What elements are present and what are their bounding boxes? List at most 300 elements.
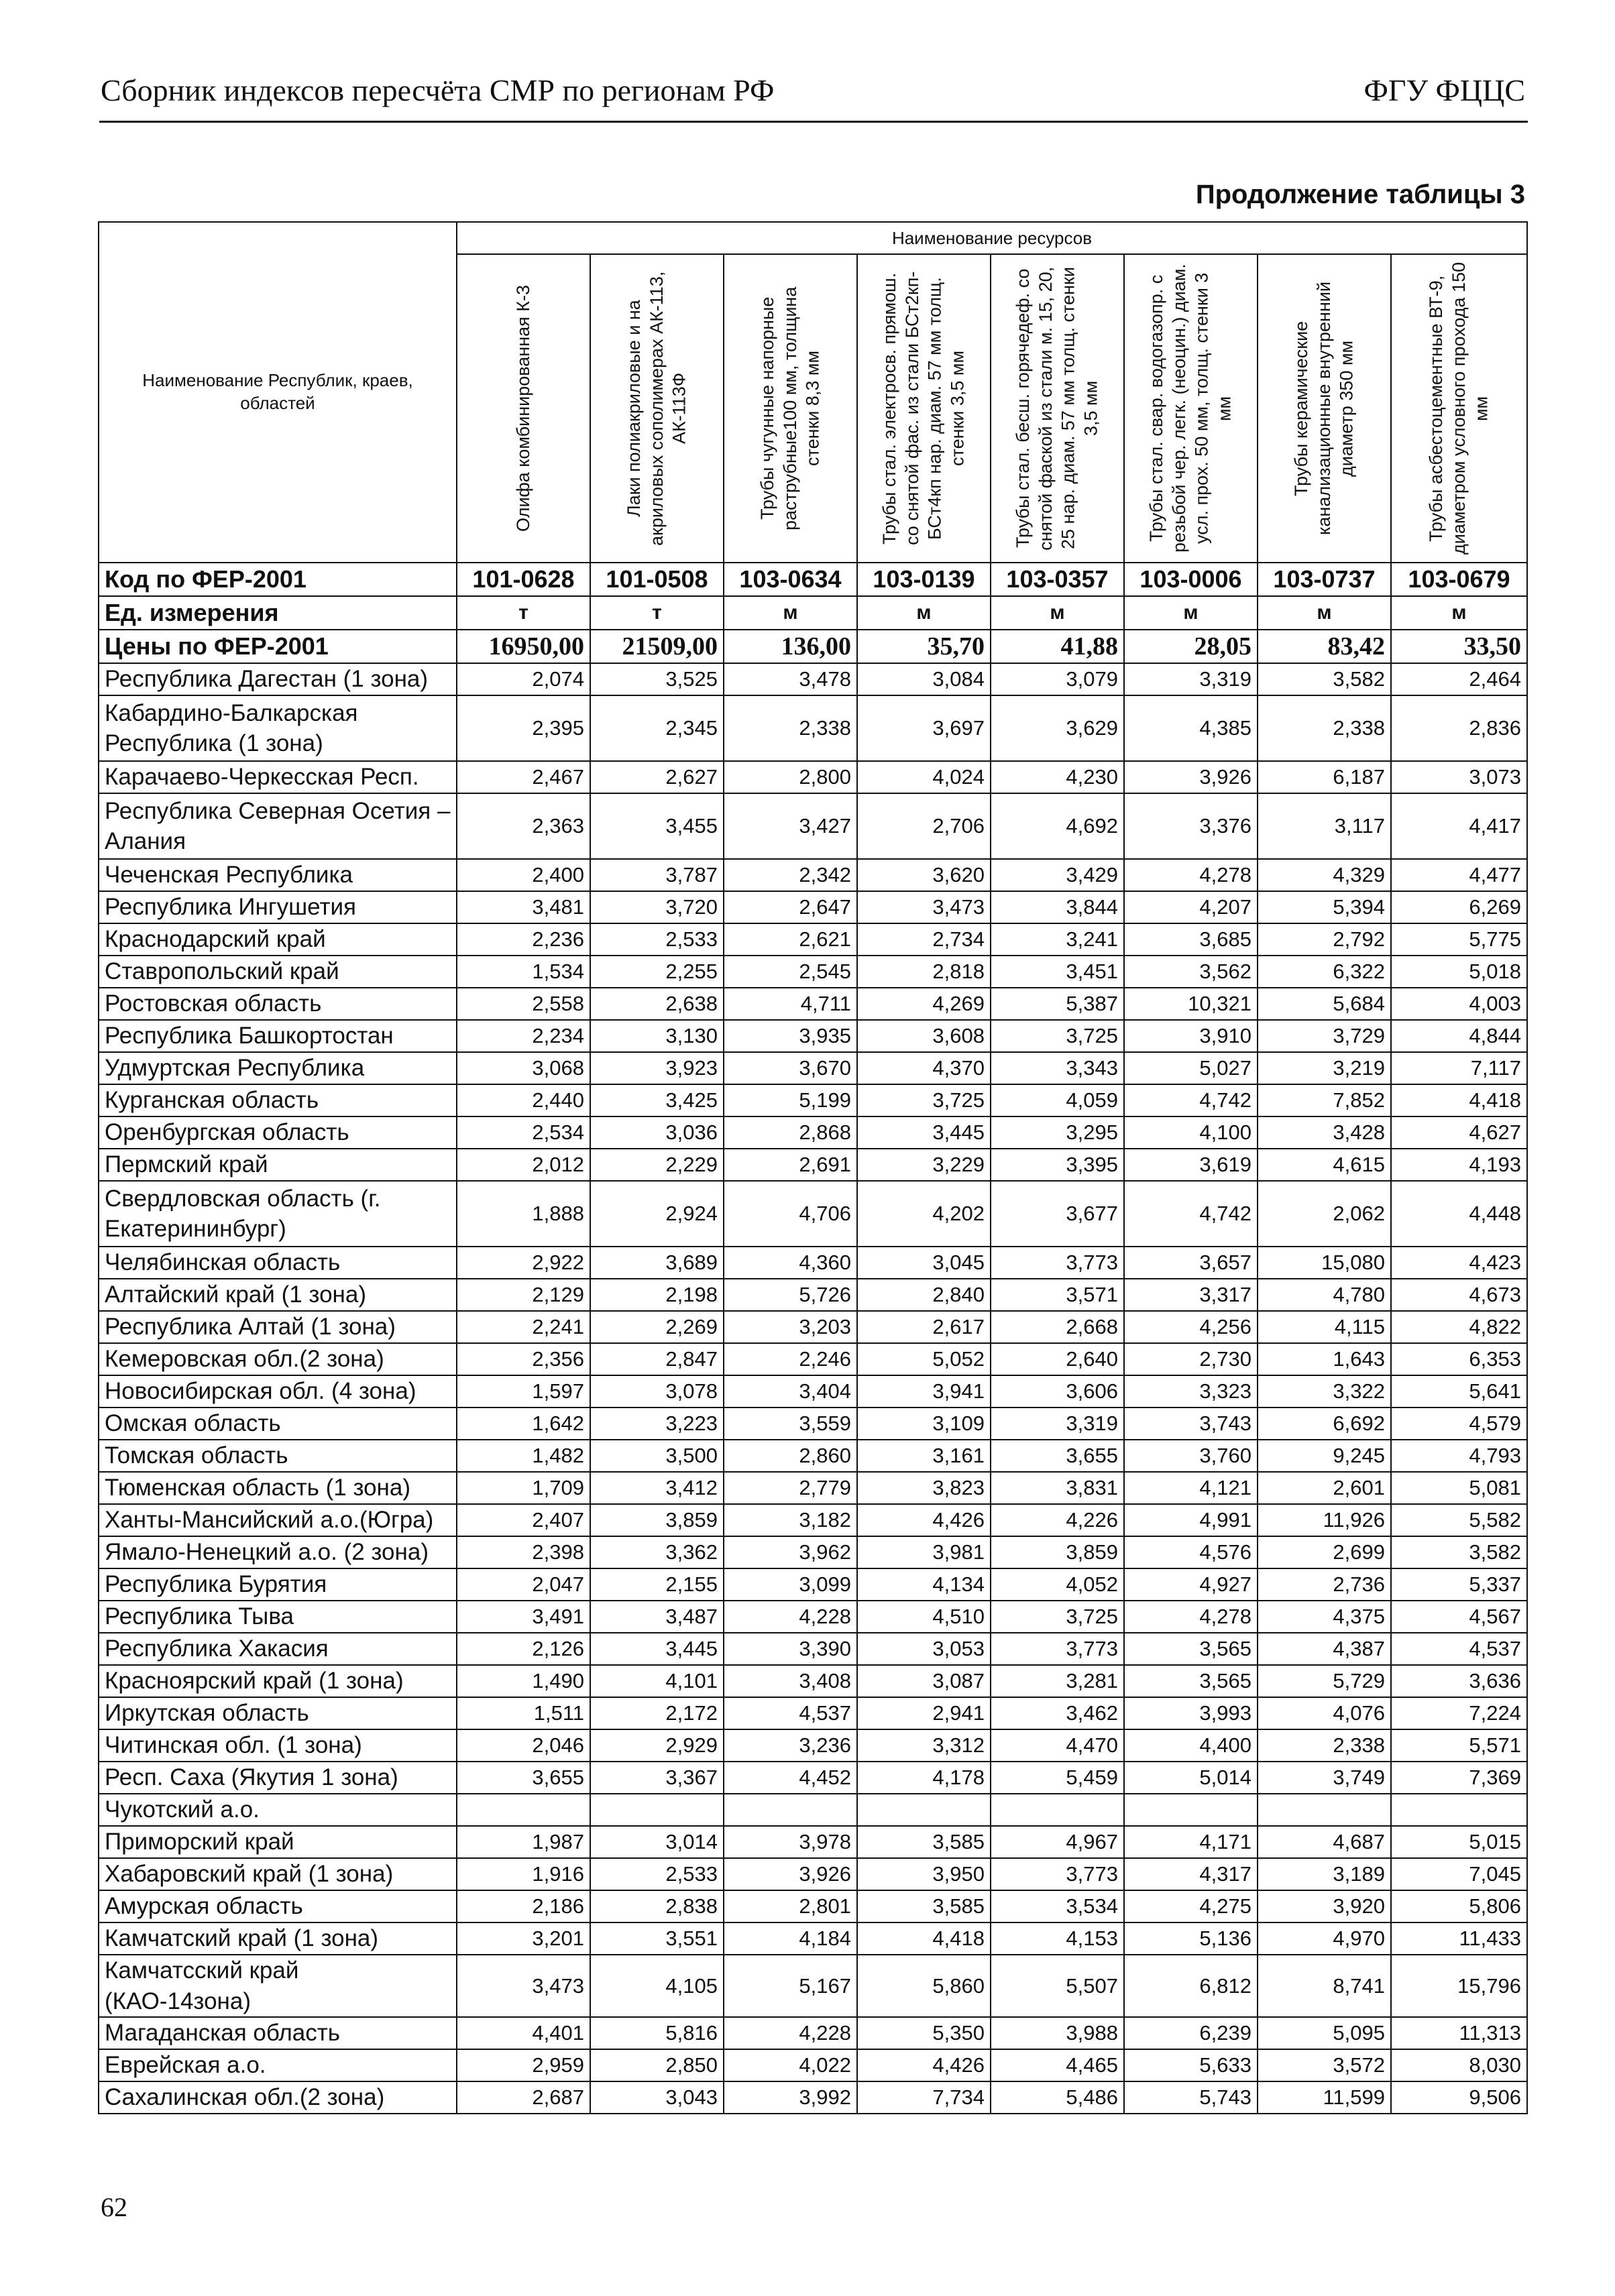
- resource-column-header: Трубы чугунные напорные раструбные100 мм, толщина стенки 8,3 мм: [724, 254, 857, 563]
- index-value-cell: 3,084: [857, 663, 991, 695]
- index-value-cell: 4,278: [1124, 859, 1258, 891]
- index-value-cell: 3,920: [1258, 1890, 1391, 1922]
- index-value-cell: 2,801: [724, 1890, 857, 1922]
- region-name-cell: Курганская область: [99, 1084, 457, 1116]
- index-value-cell: 3,910: [1124, 1020, 1258, 1052]
- index-value-cell: 3,219: [1258, 1052, 1391, 1084]
- index-value-cell: 4,003: [1391, 988, 1527, 1020]
- region-name-cell: Республика Тыва: [99, 1601, 457, 1633]
- index-value-cell: 3,053: [857, 1633, 991, 1665]
- index-value-cell: 3,445: [590, 1633, 724, 1665]
- fer-code-cell: 103-0357: [991, 563, 1124, 596]
- index-value-cell: 3,608: [857, 1020, 991, 1052]
- index-value-cell: 3,408: [724, 1665, 857, 1697]
- index-value-cell: 4,470: [991, 1729, 1124, 1762]
- index-value-cell: 4,706: [724, 1181, 857, 1247]
- index-value-cell: 2,046: [457, 1729, 590, 1762]
- index-value-cell: 4,052: [991, 1568, 1124, 1601]
- index-value-cell: 3,473: [457, 1955, 590, 2017]
- index-value-cell: 3,427: [724, 793, 857, 859]
- index-value-cell: 3,725: [991, 1020, 1124, 1052]
- index-value-cell: 3,677: [991, 1181, 1124, 1247]
- index-value-cell: 1,482: [457, 1440, 590, 1472]
- index-value-cell: 4,742: [1124, 1084, 1258, 1116]
- index-value-cell: 5,571: [1391, 1729, 1527, 1762]
- index-value-cell: 3,559: [724, 1408, 857, 1440]
- region-name-cell: Амурская область: [99, 1890, 457, 1922]
- table-row: [99, 1762, 1527, 1794]
- fer-code-cell: 103-0006: [1124, 563, 1258, 596]
- index-value-cell: 5,775: [1391, 923, 1527, 956]
- index-value-cell: 3,073: [1391, 761, 1527, 793]
- index-value-cell: 2,621: [724, 923, 857, 956]
- index-value-cell: 2,047: [457, 1568, 590, 1601]
- index-value-cell: 2,533: [590, 923, 724, 956]
- index-value-cell: 5,394: [1258, 891, 1391, 923]
- table-row: [99, 1697, 1527, 1729]
- index-value-cell: 2,062: [1258, 1181, 1391, 1247]
- index-value-cell: 4,115: [1258, 1311, 1391, 1343]
- index-value-cell: 2,229: [590, 1149, 724, 1181]
- table-row: [99, 2049, 1527, 2081]
- index-value-cell: 3,926: [1124, 761, 1258, 793]
- index-value-cell: 4,418: [1391, 1084, 1527, 1116]
- index-value-cell: 5,014: [1124, 1762, 1258, 1794]
- region-name-cell: Омская область: [99, 1408, 457, 1440]
- index-value-cell: 4,024: [857, 761, 991, 793]
- index-value-cell: 5,350: [857, 2017, 991, 2049]
- index-value-cell: 4,426: [857, 1504, 991, 1536]
- index-table: [98, 221, 1528, 2114]
- index-value-cell: 2,691: [724, 1149, 857, 1181]
- index-value-cell: 3,117: [1258, 793, 1391, 859]
- index-value-cell: 3,562: [1124, 956, 1258, 988]
- index-value-cell: 6,812: [1124, 1955, 1258, 2017]
- index-value-cell: 4,226: [991, 1504, 1124, 1536]
- index-value-cell: 3,078: [590, 1375, 724, 1408]
- index-value-cell: 3,565: [1124, 1665, 1258, 1697]
- index-value-cell: 5,387: [991, 988, 1124, 1020]
- index-value-cell: 5,743: [1124, 2081, 1258, 2114]
- index-value-cell: 4,256: [1124, 1311, 1258, 1343]
- index-value-cell: 3,045: [857, 1247, 991, 1279]
- region-name-cell: Приморский край: [99, 1826, 457, 1858]
- index-value-cell: 3,295: [991, 1116, 1124, 1149]
- index-value-cell: 6,187: [1258, 761, 1391, 793]
- region-name-cell: Новосибирская обл. (4 зона): [99, 1375, 457, 1408]
- index-value-cell: 4,537: [724, 1697, 857, 1729]
- index-value-cell: 3,473: [857, 891, 991, 923]
- index-value-cell: 2,818: [857, 956, 991, 988]
- index-value-cell: 5,015: [1391, 1826, 1527, 1858]
- unit-cell: м: [1391, 596, 1527, 630]
- region-name-cell: Свердловская область (г. Екатерининбург): [99, 1181, 457, 1247]
- index-value-cell: 2,338: [724, 695, 857, 761]
- index-value-cell: 2,545: [724, 956, 857, 988]
- index-value-cell: 3,935: [724, 1020, 857, 1052]
- index-value-cell: 2,356: [457, 1343, 590, 1375]
- index-value-cell: 3,685: [1124, 923, 1258, 956]
- price-label: Цены по ФЕР-2001: [99, 630, 457, 663]
- index-value-cell: 3,988: [991, 2017, 1124, 2049]
- index-value-cell: 3,189: [1258, 1858, 1391, 1890]
- index-value-cell: 3,487: [590, 1601, 724, 1633]
- index-value-cell: 2,534: [457, 1116, 590, 1149]
- index-value-cell: 5,726: [724, 1279, 857, 1311]
- table-row: [99, 1279, 1527, 1311]
- index-value-cell: 4,687: [1258, 1826, 1391, 1858]
- index-value-cell: 2,699: [1258, 1536, 1391, 1568]
- unit-cell: м: [991, 596, 1124, 630]
- price-cell: 16950,00: [457, 630, 590, 663]
- index-value-cell: 5,095: [1258, 2017, 1391, 2049]
- index-value-cell: 2,687: [457, 2081, 590, 2114]
- index-value-cell: 3,655: [991, 1440, 1124, 1472]
- index-value-cell: 2,400: [457, 859, 590, 891]
- index-value-cell: 3,572: [1258, 2049, 1391, 2081]
- region-name-cell: Иркутская область: [99, 1697, 457, 1729]
- table-row: [99, 1504, 1527, 1536]
- price-cell: 35,70: [857, 630, 991, 663]
- index-value-cell: 2,640: [991, 1343, 1124, 1375]
- price-cell: 83,42: [1258, 630, 1391, 663]
- table-row: [99, 1084, 1527, 1116]
- index-value-cell: 3,950: [857, 1858, 991, 1890]
- index-value-cell: 3,941: [857, 1375, 991, 1408]
- index-value-cell: 4,822: [1391, 1311, 1527, 1343]
- resources-group-header: Наименование ресурсов: [457, 222, 1527, 254]
- index-value-cell: 4,537: [1391, 1633, 1527, 1665]
- index-value-cell: 4,970: [1258, 1922, 1391, 1955]
- index-value-cell: 3,312: [857, 1729, 991, 1762]
- unit-cell: м: [1124, 596, 1258, 630]
- index-value-cell: 4,387: [1258, 1633, 1391, 1665]
- index-value-cell: 4,153: [991, 1922, 1124, 1955]
- index-value-cell: 5,729: [1258, 1665, 1391, 1697]
- index-value-cell: 4,278: [1124, 1601, 1258, 1633]
- region-name-cell: Томская область: [99, 1440, 457, 1472]
- region-name-cell: Чеченская Республика: [99, 859, 457, 891]
- index-value-cell: 3,395: [991, 1149, 1124, 1181]
- index-value-cell: 3,201: [457, 1922, 590, 1955]
- index-value-cell: 3,491: [457, 1601, 590, 1633]
- table-row: [99, 923, 1527, 956]
- index-value-cell: 2,129: [457, 1279, 590, 1311]
- index-value-cell: 2,155: [590, 1568, 724, 1601]
- index-value-cell: 4,105: [590, 1955, 724, 2017]
- index-value-cell: 8,741: [1258, 1955, 1391, 2017]
- index-value-cell: 3,376: [1124, 793, 1258, 859]
- index-value-cell: 3,322: [1258, 1375, 1391, 1408]
- index-value-cell: 4,228: [724, 1601, 857, 1633]
- index-value-cell: 4,022: [724, 2049, 857, 2081]
- index-value-cell: 3,978: [724, 1826, 857, 1858]
- index-value-cell: 6,239: [1124, 2017, 1258, 2049]
- region-name-cell: Ставропольский край: [99, 956, 457, 988]
- index-value-cell: 6,692: [1258, 1408, 1391, 1440]
- table-row: [99, 1794, 1527, 1826]
- index-value-cell: 3,565: [1124, 1633, 1258, 1665]
- table-row: [99, 891, 1527, 923]
- index-value-cell: 3,689: [590, 1247, 724, 1279]
- index-value-cell: 5,684: [1258, 988, 1391, 1020]
- table-continuation-caption: Продолжение таблицы 3: [1195, 180, 1525, 209]
- index-value-cell: 1,916: [457, 1858, 590, 1890]
- region-name-cell: Удмуртская Республика: [99, 1052, 457, 1084]
- index-value-cell: 3,478: [724, 663, 857, 695]
- index-value-cell: 2,838: [590, 1890, 724, 1922]
- index-value-cell: 3,926: [724, 1858, 857, 1890]
- index-value-cell: 4,780: [1258, 1279, 1391, 1311]
- index-value-cell: 3,749: [1258, 1762, 1391, 1794]
- index-value-cell: 3,720: [590, 891, 724, 923]
- table-row: [99, 663, 1527, 695]
- index-value-cell: 4,418: [857, 1922, 991, 1955]
- index-value-cell: 4,426: [857, 2049, 991, 2081]
- index-value-cell: 2,847: [590, 1343, 724, 1375]
- index-value-cell: 4,193: [1391, 1149, 1527, 1181]
- region-name-cell: Республика Башкортостан: [99, 1020, 457, 1052]
- unit-cell: м: [1258, 596, 1391, 630]
- index-value-cell: 3,773: [991, 1247, 1124, 1279]
- table-row: [99, 1890, 1527, 1922]
- index-value-cell: 2,558: [457, 988, 590, 1020]
- resource-column-header: Трубы стал. электросв. прямош. со снятой фас. из стали БСт2кп-БСт4кп нар. диам. 57 мм толщ. стенки 3,5 мм: [857, 254, 991, 563]
- index-value-cell: 2,126: [457, 1633, 590, 1665]
- index-value-cell: 7,734: [857, 2081, 991, 2114]
- index-value-cell: 2,850: [590, 2049, 724, 2081]
- index-value-cell: 2,186: [457, 1890, 590, 1922]
- index-value-cell: 3,429: [991, 859, 1124, 891]
- table-row: [99, 1149, 1527, 1181]
- index-value-cell: 4,100: [1124, 1116, 1258, 1149]
- index-value-cell: 3,043: [590, 2081, 724, 2114]
- index-value-cell: 5,167: [724, 1955, 857, 2017]
- index-value-cell: 2,706: [857, 793, 991, 859]
- index-value-cell: 2,601: [1258, 1472, 1391, 1504]
- index-value-cell: 4,400: [1124, 1729, 1258, 1762]
- index-value-cell: 3,582: [1391, 1536, 1527, 1568]
- table-row: [99, 956, 1527, 988]
- index-value-cell: 3,362: [590, 1536, 724, 1568]
- index-value-cell: 4,121: [1124, 1472, 1258, 1504]
- index-value-cell: 3,236: [724, 1729, 857, 1762]
- index-value-cell: 2,647: [724, 891, 857, 923]
- index-value-cell: 1,597: [457, 1375, 590, 1408]
- fer-code-cell: 101-0508: [590, 563, 724, 596]
- table-row: [99, 1375, 1527, 1408]
- index-value-cell: 3,241: [991, 923, 1124, 956]
- index-value-cell: 4,059: [991, 1084, 1124, 1116]
- index-value-cell: 3,428: [1258, 1116, 1391, 1149]
- fer-code-cell: 103-0679: [1391, 563, 1527, 596]
- index-value-cell: [724, 1794, 857, 1826]
- price-row: [99, 630, 1527, 663]
- table-row: [99, 859, 1527, 891]
- resource-column-header: Лаки полиакриловые и на акриловых сополимерах АК-113, АК-113Ф: [590, 254, 724, 563]
- index-value-cell: 3,823: [857, 1472, 991, 1504]
- index-value-cell: [991, 1794, 1124, 1826]
- index-value-cell: 2,467: [457, 761, 590, 793]
- index-value-cell: 3,099: [724, 1568, 857, 1601]
- index-value-cell: 5,507: [991, 1955, 1124, 2017]
- index-value-cell: 5,199: [724, 1084, 857, 1116]
- region-name-cell: Республика Бурятия: [99, 1568, 457, 1601]
- index-value-cell: 4,207: [1124, 891, 1258, 923]
- index-value-cell: 3,451: [991, 956, 1124, 988]
- resource-column-header: Трубы стал. свар. водогазопр. с резьбой чер. легк. (неоцин.) диам. усл. прох. 50 мм, толщ. стенки 3 мм: [1124, 254, 1258, 563]
- region-name-cell: Ханты-Мансийский а.о.(Югра): [99, 1504, 457, 1536]
- index-value-cell: 4,579: [1391, 1408, 1527, 1440]
- index-value-cell: 5,459: [991, 1762, 1124, 1794]
- index-value-cell: 4,375: [1258, 1601, 1391, 1633]
- fer-code-cell: 103-0139: [857, 563, 991, 596]
- table-row: [99, 1858, 1527, 1890]
- unit-row: [99, 596, 1527, 630]
- index-value-cell: 4,101: [590, 1665, 724, 1697]
- index-value-cell: 3,670: [724, 1052, 857, 1084]
- resource-column-header: Трубы керамические канализационные внутренний диаметр 350 мм: [1258, 254, 1391, 563]
- index-value-cell: 4,417: [1391, 793, 1527, 859]
- index-value-cell: 2,363: [457, 793, 590, 859]
- index-value-cell: 3,831: [991, 1472, 1124, 1504]
- index-value-cell: 11,313: [1391, 2017, 1527, 2049]
- region-name-cell: Республика Хакасия: [99, 1633, 457, 1665]
- index-value-cell: 5,816: [590, 2017, 724, 2049]
- region-name-cell: Камчатский край (1 зона): [99, 1922, 457, 1955]
- index-value-cell: 2,395: [457, 695, 590, 761]
- table-row: [99, 1922, 1527, 1955]
- index-value-cell: 4,567: [1391, 1601, 1527, 1633]
- index-value-cell: 7,224: [1391, 1697, 1527, 1729]
- index-value-cell: 2,342: [724, 859, 857, 891]
- table-row: [99, 1568, 1527, 1601]
- unit-cell: м: [857, 596, 991, 630]
- fer-code-cell: 101-0628: [457, 563, 590, 596]
- index-value-cell: 3,367: [590, 1762, 724, 1794]
- index-value-cell: 2,860: [724, 1440, 857, 1472]
- index-value-cell: 3,582: [1258, 663, 1391, 695]
- index-value-cell: 4,615: [1258, 1149, 1391, 1181]
- fer-code-cell: 103-0634: [724, 563, 857, 596]
- region-name-cell: Оренбургская область: [99, 1116, 457, 1149]
- index-value-cell: 3,317: [1124, 1279, 1258, 1311]
- table-row: [99, 1020, 1527, 1052]
- table-row: [99, 1408, 1527, 1440]
- index-value-cell: 3,319: [991, 1408, 1124, 1440]
- index-value-cell: 15,796: [1391, 1955, 1527, 2017]
- index-value-cell: 9,506: [1391, 2081, 1527, 2114]
- index-value-cell: 5,860: [857, 1955, 991, 2017]
- table-row: [99, 1116, 1527, 1149]
- price-cell: 21509,00: [590, 630, 724, 663]
- table-row: [99, 1601, 1527, 1633]
- index-value-cell: 5,633: [1124, 2049, 1258, 2081]
- index-value-cell: 4,385: [1124, 695, 1258, 761]
- index-value-cell: 7,117: [1391, 1052, 1527, 1084]
- index-value-cell: 5,486: [991, 2081, 1124, 2114]
- index-value-cell: 3,859: [991, 1536, 1124, 1568]
- region-name-cell: Еврейская а.о.: [99, 2049, 457, 2081]
- index-value-cell: 2,398: [457, 1536, 590, 1568]
- index-value-cell: 1,511: [457, 1697, 590, 1729]
- table-row: [99, 2081, 1527, 2114]
- index-value-cell: 3,585: [857, 1826, 991, 1858]
- index-value-cell: 2,236: [457, 923, 590, 956]
- index-value-cell: 2,668: [991, 1311, 1124, 1343]
- index-value-cell: 3,500: [590, 1440, 724, 1472]
- index-value-cell: 2,730: [1124, 1343, 1258, 1375]
- index-value-cell: 3,161: [857, 1440, 991, 1472]
- index-value-cell: 3,343: [991, 1052, 1124, 1084]
- index-value-cell: 4,184: [724, 1922, 857, 1955]
- index-value-cell: [857, 1794, 991, 1826]
- index-value-cell: 3,455: [590, 793, 724, 859]
- index-value-cell: 4,269: [857, 988, 991, 1020]
- resource-column-header: Олифа комбинированная К-3: [457, 254, 590, 563]
- index-value-cell: 4,134: [857, 1568, 991, 1601]
- price-cell: 41,88: [991, 630, 1124, 663]
- index-value-cell: 5,052: [857, 1343, 991, 1375]
- index-value-cell: 3,404: [724, 1375, 857, 1408]
- index-value-cell: 7,369: [1391, 1762, 1527, 1794]
- index-value-cell: 2,627: [590, 761, 724, 793]
- index-value-cell: 3,087: [857, 1665, 991, 1697]
- region-name-cell: Карачаево-Черкесская Респ.: [99, 761, 457, 793]
- region-name-cell: Кабардино-Балкарская Республика (1 зона): [99, 695, 457, 761]
- table-row: [99, 1633, 1527, 1665]
- index-value-cell: 3,993: [1124, 1697, 1258, 1729]
- unit-cell: т: [457, 596, 590, 630]
- region-name-cell: Ямало-Ненецкий а.о. (2 зона): [99, 1536, 457, 1568]
- region-name-cell: Сахалинская обл.(2 зона): [99, 2081, 457, 2114]
- index-value-cell: 4,202: [857, 1181, 991, 1247]
- region-name-cell: Тюменская область (1 зона): [99, 1472, 457, 1504]
- index-value-cell: 4,692: [991, 793, 1124, 859]
- index-value-cell: 1,709: [457, 1472, 590, 1504]
- index-value-cell: 2,246: [724, 1343, 857, 1375]
- region-name-cell: Хабаровский край (1 зона): [99, 1858, 457, 1890]
- index-value-cell: 3,390: [724, 1633, 857, 1665]
- organization-name: ФГУ ФЦЦС: [1363, 73, 1525, 107]
- table-row: [99, 1311, 1527, 1343]
- index-value-cell: 1,987: [457, 1826, 590, 1858]
- index-value-cell: 5,018: [1391, 956, 1527, 988]
- index-value-cell: 2,464: [1391, 663, 1527, 695]
- index-value-cell: 5,806: [1391, 1890, 1527, 1922]
- index-value-cell: [457, 1794, 590, 1826]
- index-value-cell: 11,926: [1258, 1504, 1391, 1536]
- index-value-cell: 3,725: [991, 1601, 1124, 1633]
- index-value-cell: 2,924: [590, 1181, 724, 1247]
- index-value-cell: 2,074: [457, 663, 590, 695]
- index-value-cell: 3,412: [590, 1472, 724, 1504]
- region-name-cell: Читинская обл. (1 зона): [99, 1729, 457, 1762]
- index-value-cell: 3,036: [590, 1116, 724, 1149]
- index-value-cell: 4,793: [1391, 1440, 1527, 1472]
- index-value-cell: 1,642: [457, 1408, 590, 1440]
- index-value-cell: 3,655: [457, 1762, 590, 1794]
- table-row: [99, 793, 1527, 859]
- index-value-cell: 6,269: [1391, 891, 1527, 923]
- index-value-cell: 2,617: [857, 1311, 991, 1343]
- table-row: [99, 1826, 1527, 1858]
- index-value-cell: 4,178: [857, 1762, 991, 1794]
- table-row: [99, 761, 1527, 793]
- index-value-cell: 2,840: [857, 1279, 991, 1311]
- region-name-cell: Камчатсский край (КАО-14зона): [99, 1955, 457, 2017]
- index-value-cell: 3,992: [724, 2081, 857, 2114]
